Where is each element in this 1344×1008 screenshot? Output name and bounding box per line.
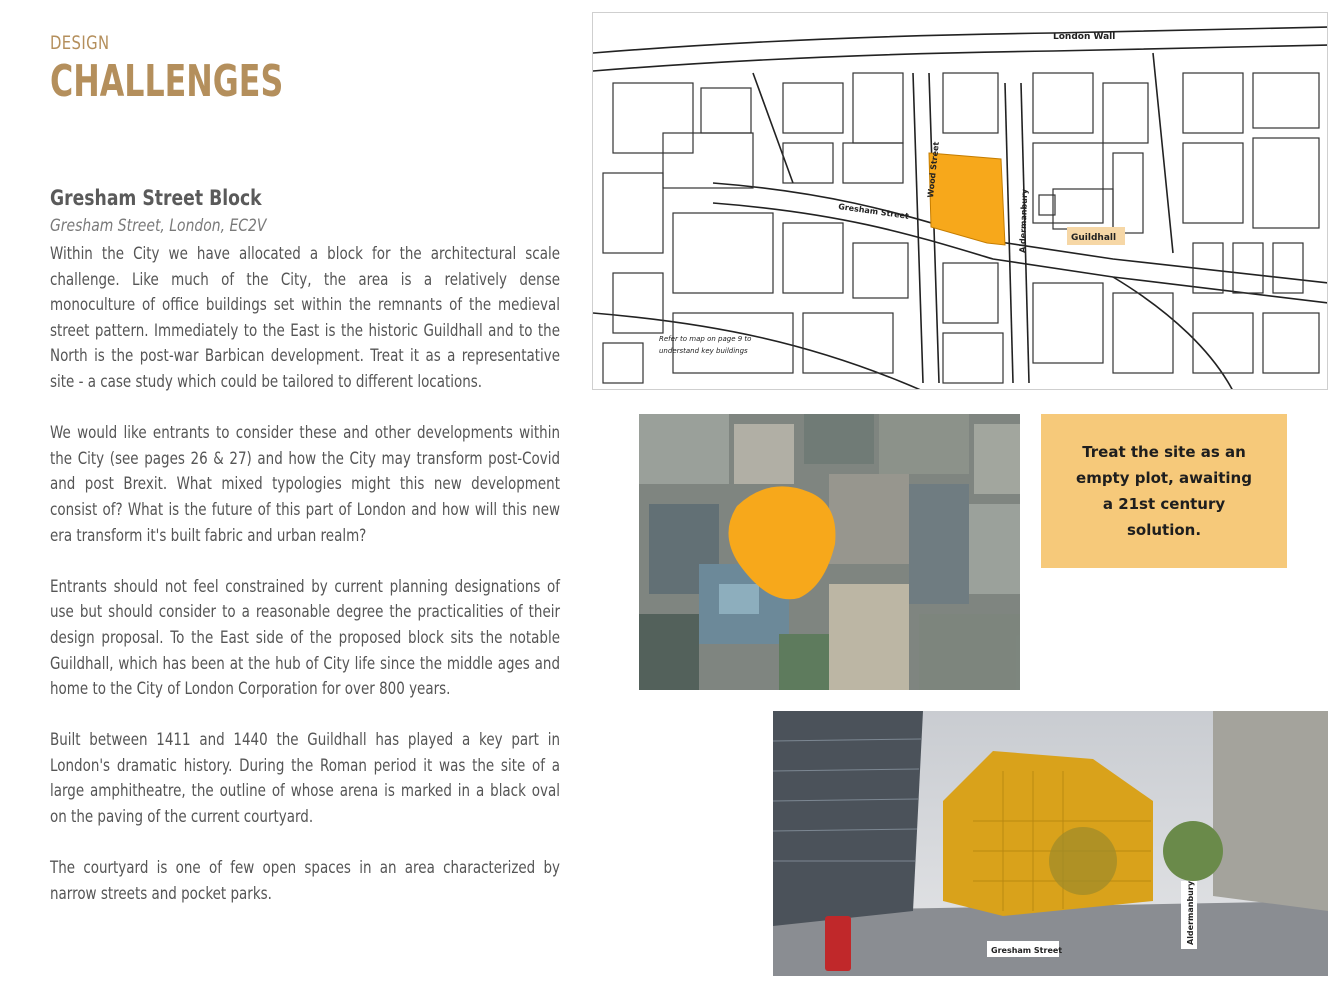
label-london-wall: London Wall bbox=[1053, 32, 1116, 42]
site-map bbox=[592, 12, 1328, 390]
map-note-line-1: Refer to map on page 9 to bbox=[659, 335, 752, 343]
paragraph-2: We would like entrants to consider these and other developments within the City (see pages 26 & 27) and how the City may transform post-Covid and post Brexit. What mixed typologies might this new development consist of? What is the future of this part of London and how will this new era transform it's built fabric and urban realm? bbox=[50, 423, 560, 545]
label-gresham-street: Gresham Street bbox=[837, 202, 910, 221]
site-highlight bbox=[929, 153, 1005, 245]
paragraph-4: Built between 1411 and 1440 the Guildhall has played a key part in London's dramatic history. During the Roman period it was the site of a large amphitheatre, the outline of whose arena is marked in a black oval on the paving of the current courtyard. bbox=[50, 730, 560, 827]
section-kicker: DESIGN bbox=[50, 32, 110, 54]
street-label-aldermanbury: Aldermanbury bbox=[1186, 880, 1195, 945]
paragraph-3: Entrants should not feel constrained by current planning designations of use but should consider to a reasonable degree the practicalities of their design proposal. To the East side of the proposed block sits the notable Guildhall, which has been at the hub of City life since the middle ages and home to the City of London Corporation for over 800 years. bbox=[50, 576, 560, 699]
street-photo bbox=[773, 711, 1328, 976]
body-text bbox=[50, 241, 560, 932]
block-title: Gresham Street Block bbox=[50, 186, 262, 210]
paragraph-1: Within the City we have allocated a block for the architectural scale challenge. Like much of the City, the area is a relatively dense monoculture of office buildings set within the remnants of the medieval street pattern. Immediately to the East is the historic Guildhall and to the North is the post-war Barbican development. Treat it as a representative site - a case study which could be tailored to different locations. bbox=[50, 244, 560, 391]
site-map-drawing bbox=[593, 13, 1328, 390]
street-photo-drawing bbox=[773, 711, 1328, 976]
callout-box bbox=[1041, 414, 1287, 568]
paragraph-5: The courtyard is one of few open spaces in an area characterized by narrow streets and pocket parks. bbox=[50, 858, 560, 903]
aerial-photo-drawing bbox=[639, 414, 1020, 690]
block-address: Gresham Street, London, EC2V bbox=[50, 216, 267, 236]
label-aldermanbury: Aldermanbury bbox=[1018, 188, 1030, 254]
label-wood-street: Wood Street bbox=[926, 141, 941, 199]
label-guildhall: Guildhall bbox=[1071, 233, 1117, 243]
callout-text: Treat the site as an empty plot, awaiting a 21st century solution. bbox=[1076, 443, 1252, 539]
map-note-line-2: understand key buildings bbox=[659, 347, 748, 355]
page-title: CHALLENGES bbox=[50, 56, 284, 107]
aerial-photo bbox=[639, 414, 1020, 690]
street-label-gresham: Gresham Street bbox=[991, 946, 1063, 955]
